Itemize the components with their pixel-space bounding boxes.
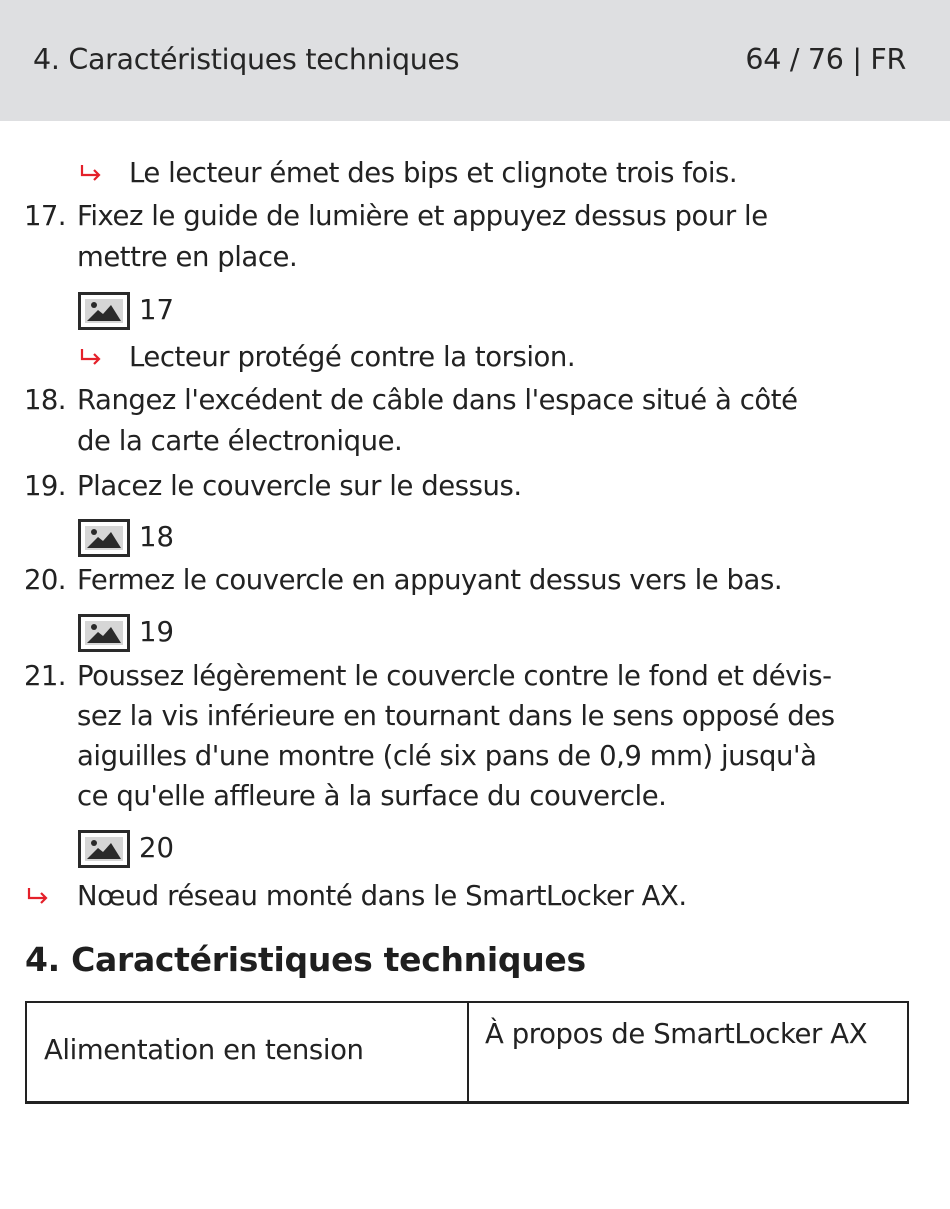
table-cell-value: À propos de SmartLocker AX <box>485 1018 868 1050</box>
step-number: 20. <box>24 564 66 596</box>
image-icon <box>78 292 130 330</box>
step-text: Placez le couvercle sur le dessus. <box>77 470 522 502</box>
table-divider <box>467 1003 469 1101</box>
header-page-info: 64 / 76 | FR <box>745 43 906 76</box>
step-number: 19. <box>24 470 66 502</box>
step-number: 17. <box>24 200 66 232</box>
figure-number: 17 <box>139 294 174 326</box>
step-number: 21. <box>24 660 66 692</box>
table-cell-label: Alimentation en tension <box>44 1034 364 1066</box>
step-number: 18. <box>24 384 66 416</box>
step-text: Rangez l'excédent de câble dans l'espace situé à côté <box>77 384 798 416</box>
figure-number: 18 <box>139 521 174 553</box>
step-text: sez la vis inférieure en tournant dans le sens opposé des <box>77 700 835 732</box>
image-icon <box>78 614 130 652</box>
figure-number: 20 <box>139 832 174 864</box>
result-text: Le lecteur émet des bips et clignote trois fois. <box>129 157 738 189</box>
step-text: ce qu'elle affleure à la surface du couvercle. <box>77 780 667 812</box>
header-section-title: 4. Caractéristiques techniques <box>33 43 460 76</box>
section-heading: 4. Caractéristiques techniques <box>25 940 586 979</box>
image-icon <box>78 830 130 868</box>
step-text: aiguilles d'une montre (clé six pans de 0,9 mm) jusqu'à <box>77 740 817 772</box>
final-result-text: Nœud réseau monté dans le SmartLocker AX. <box>77 880 687 912</box>
spec-table <box>25 1001 909 1104</box>
result-text: Lecteur protégé contre la torsion. <box>129 341 576 373</box>
page-header <box>0 0 950 121</box>
step-text: Fermez le couvercle en appuyant dessus vers le bas. <box>77 564 783 596</box>
result-arrow-icon <box>26 886 50 906</box>
step-text: de la carte électronique. <box>77 425 403 457</box>
figure-number: 19 <box>139 616 174 648</box>
step-text: Fixez le guide de lumière et appuyez dessus pour le <box>77 200 768 232</box>
result-arrow-icon <box>79 347 103 367</box>
step-text: mettre en place. <box>77 241 298 273</box>
image-icon <box>78 519 130 557</box>
step-text: Poussez légèrement le couvercle contre le fond et dévis- <box>77 660 832 692</box>
result-arrow-icon <box>79 163 103 183</box>
